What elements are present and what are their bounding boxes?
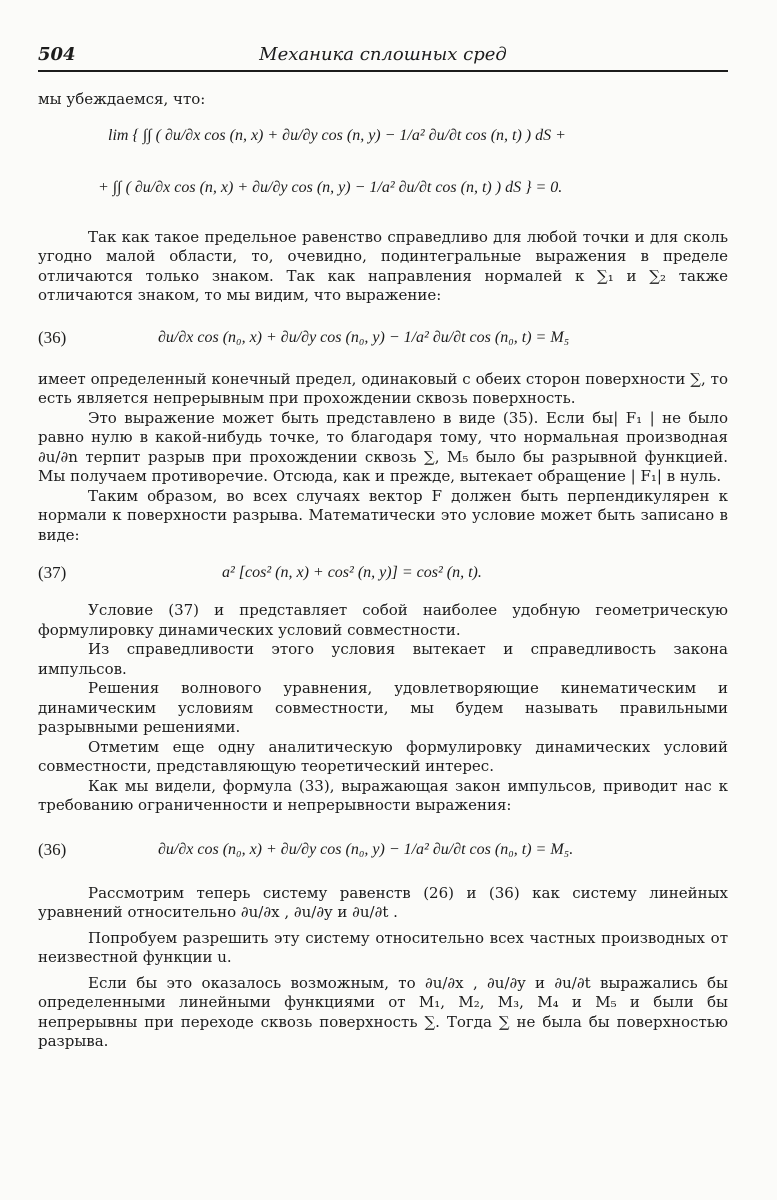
paragraph-2: имеет определенный конечный предел, одинаковый с обеих сторон поверхности ∑, то есть является непрерывным при прохождении сквозь поверхность. (38, 369, 728, 407)
equation-number: (36) (38, 839, 67, 859)
equation-36-first (38, 314, 728, 362)
limit-equation-line-1: lim { ∫∫ ( ∂u/∂x cos (n, x) + ∂u/∂y cos (n, y) − 1/a² ∂u/∂t cos (n, t) ) dS + (108, 126, 566, 144)
page-number: 504 (38, 44, 76, 65)
equation-body: a² [cos² (n, x) + cos² (n, y)] = cos² (n, t). (222, 564, 482, 581)
equation-body: ∂u/∂x cos (n₀, x) + ∂u/∂y cos (n₀, y) − 1/a² ∂u/∂t cos (n₀, t) = M₅. (158, 840, 574, 858)
paragraph-6: Из справедливости этого условия вытекает и справедливость закона импульсов. (38, 640, 728, 678)
paragraph-8: Отметим еще одну аналитическую формулировку динамических условий совместности, представляющую теоретический интерес. (38, 737, 728, 775)
intro-line: мы убеждаемся, что: (38, 90, 206, 108)
equation-36-second (38, 826, 728, 874)
paragraph-7: Решения волнового уравнения, удовлетворяющие кинематическим и динамическим условиям совместности, мы будем называть правильными разрывными решениями. (38, 679, 728, 736)
paragraph-3: Это выражение может быть представлено в виде (35). Если бы| F₁ | не было равно нулю в какой-нибудь точке, то благодаря тому, что нормальная производная ∂u/∂n терпит разрыв при прохождении сквозь ∑, M₅ было бы разрывной функцией. Мы получаем противоречие. Отсюда, как и прежде, вытекает обращение | F₁| в нуль. (38, 408, 728, 485)
equation-number: (37) (38, 563, 67, 582)
book-page (38, 44, 728, 1052)
equation-body: ∂u/∂x cos (n₀, x) + ∂u/∂y cos (n₀, y) − 1/a² ∂u/∂t cos (n₀, t) = M₅ (158, 328, 570, 346)
paragraph-12: Если бы это оказалось возможным, то ∂u/∂x , ∂u/∂y и ∂u/∂t выражались бы определенными линейными функциями от M₁, M₂, M₃, M₄ и M₅ и были бы непрерывны при переходе сквозь поверхность ∑. Тогда ∑ не была бы поверхностью разрыва. (38, 973, 728, 1050)
limit-equation-line-2: + ∫∫ ( ∂u/∂x cos (n, x) + ∂u/∂y cos (n, y) − 1/a² ∂u/∂t cos (n, t) ) dS } = 0. (98, 178, 563, 196)
paragraph-1: Так как такое предельное равенство справедливо для любой точки и для сколь угодно малой области, то, очевидно, подинтегральные выражения в пределе отличаются только знаком. Так как направления нормалей к ∑₁ и ∑₂ также отличаются знаком, то мы видим, что выражение: (38, 227, 728, 304)
equation-number: (36) (38, 327, 67, 347)
paragraph-4: Таким образом, во всех случаях вектор F должен быть перпендикулярен к нормали к поверхности разрыва. Математически это условие может быть записано в виде: (38, 486, 728, 544)
equation-37 (38, 549, 728, 597)
paragraph-5: Условие (37) и представляет собой наиболее удобную геометрическую формулировку динамических условий совместности. (38, 601, 728, 639)
paragraph-11: Попробуем разрешить эту систему относительно всех частных производных от неизвестной функции u. (38, 928, 728, 966)
running-title: Механика сплошных сред (259, 44, 507, 65)
paragraph-9: Как мы видели, формула (33), выражающая закон импульсов, приводит нас к требованию ограниченности и непрерывности выражения: (38, 776, 728, 814)
paragraph-10: Рассмотрим теперь систему равенств (26) и (36) как систему линейных уравнений относительно ∂u/∂x , ∂u/∂y и ∂u/∂t . (38, 883, 728, 921)
page-header (38, 44, 728, 72)
